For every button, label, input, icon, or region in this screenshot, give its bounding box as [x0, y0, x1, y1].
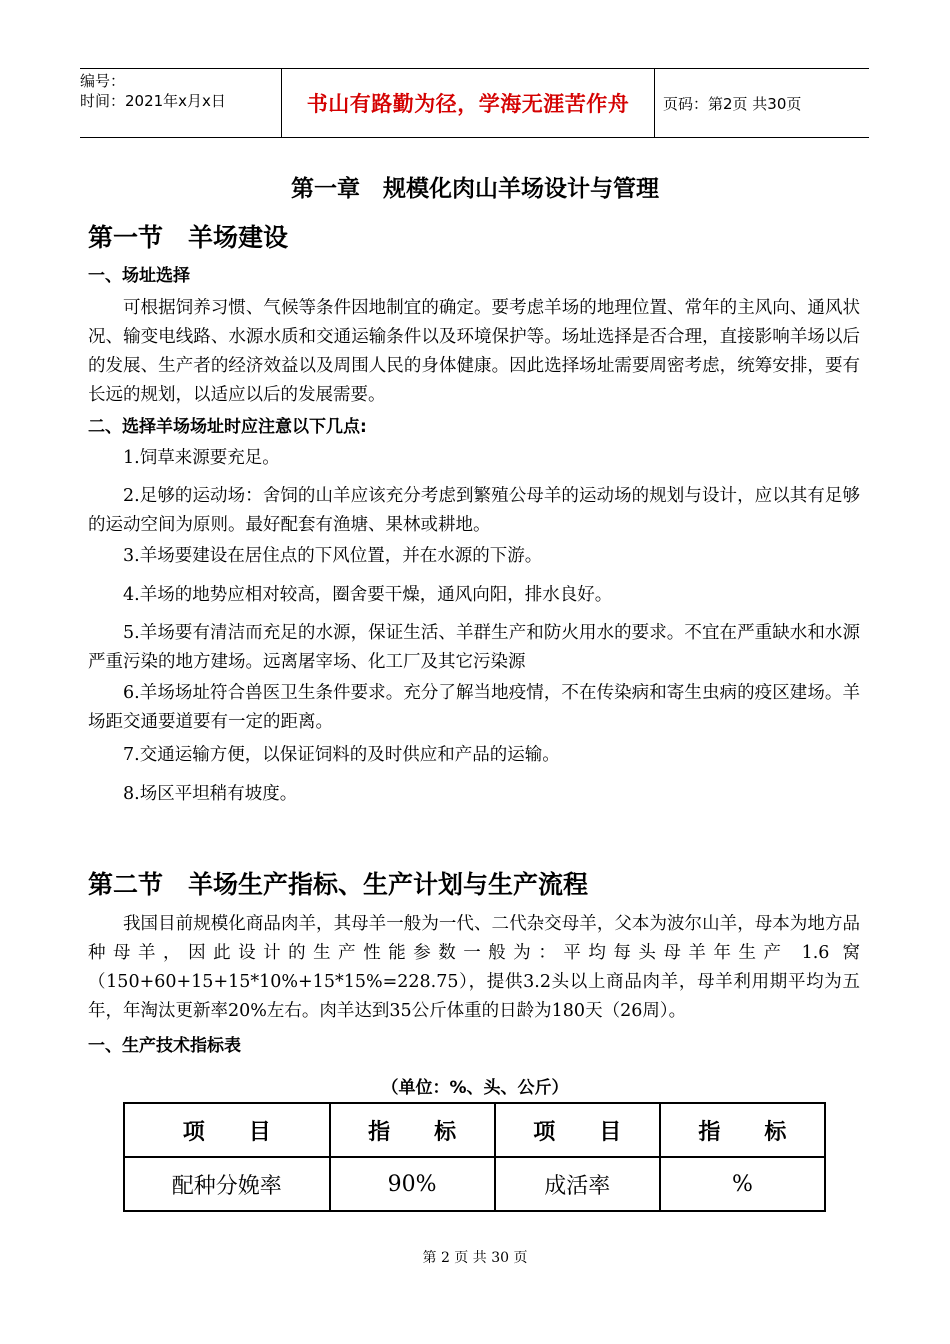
section2-paragraph: 我国目前规模化商品肉羊，其母羊一般为一代、二代杂交母羊，父本为波尔山羊，母本为地方品种母羊，因此设计的生产性能参数一般为：平均每头母羊年生产 1.6 窝（150+60+15+15*10%+15*15%=228.75），提供3.2头以上商品肉羊，母羊利用期平均为五年，年淘汰更新率20%左右。肉羊达到35公斤体重的日龄为180天（26周）。 [88, 914, 860, 1021]
page-footer: 第 2 页 共 30 页 [422, 1250, 528, 1266]
section2-title: 第二节 羊场生产指标、生产计划与生产流程 [88, 870, 589, 899]
table-cell: 成活率 [495, 1157, 660, 1211]
table-row [124, 1157, 825, 1211]
section2-subheading-1: 一、生产技术指标表 [88, 1036, 241, 1056]
spec-table [123, 1102, 826, 1212]
header-time: 时间：2021年x月x日 [80, 92, 226, 110]
section1-title: 第一节 羊场建设 [88, 223, 289, 252]
table-header-cell: 项 目 [124, 1103, 330, 1157]
table-header-row [124, 1103, 825, 1157]
section1-paragraph: 可根据饲养习惯、气候等条件因地制宜的确定。要考虑羊场的地理位置、常年的主风向、通风状况、输变电线路、水源水质和交通运输条件以及环境保护等。场址选择是否合理，直接影响羊场以后的发展、生产者的经济效益以及周围人民的身体健康。因此选择场址需要周密考虑，统筹安排，要有长远的规划，以适应以后的发展需要。 [88, 298, 860, 405]
table-header-cell: 指 标 [330, 1103, 495, 1157]
section1-subheading-1: 一、场址选择 [88, 266, 190, 286]
list-item: 6.羊场场址符合兽医卫生条件要求。充分了解当地疫情，不在传染病和寄生虫病的疫区建场。羊场距交通要道要有一定的距离。 [88, 683, 860, 732]
list-item: 8.场区平坦稍有坡度。 [123, 784, 298, 804]
table-cell: % [660, 1157, 825, 1211]
section1-subheading-2: 二、选择羊场场址时应注意以下几点: [88, 417, 367, 437]
header-motto-cell [281, 69, 655, 137]
table-cell: 90% [330, 1157, 495, 1211]
page-header [80, 68, 869, 138]
table-header-cell: 指 标 [660, 1103, 825, 1157]
chapter-title: 第一章 规模化肉山羊场设计与管理 [291, 176, 659, 202]
table-unit-note: （单位：%、头、公斤） [381, 1078, 569, 1098]
list-item: 2.足够的运动场：舍饲的山羊应该充分考虑到繁殖公母羊的运动场的规划与设计，应以其有足够的运动空间为原则。最好配套有渔塘、果林或耕地。 [88, 486, 860, 535]
table-header-cell: 项 目 [495, 1103, 660, 1157]
list-item: 4.羊场的地势应相对较高，圈舍要干燥，通风向阳，排水良好。 [123, 585, 613, 605]
list-item: 7.交通运输方便，以保证饲料的及时供应和产品的运输。 [123, 745, 560, 765]
header-motto: 书山有路勤为径，学海无涯苦作舟 [306, 92, 630, 116]
list-item: 5.羊场要有清洁而充足的水源，保证生活、羊群生产和防火用水的要求。不宜在严重缺水和水源严重污染的地方建场。远离屠宰场、化工厂及其它污染源 [88, 623, 860, 672]
table-cell: 配种分娩率 [124, 1157, 330, 1211]
list-item: 1.饲草来源要充足。 [123, 448, 280, 468]
header-number: 编号： [80, 72, 126, 90]
header-meta [80, 69, 280, 139]
header-page-info: 页码：第2页 共30页 [663, 94, 802, 113]
list-item: 3.羊场要建设在居住点的下风位置，并在水源的下游。 [123, 546, 543, 566]
